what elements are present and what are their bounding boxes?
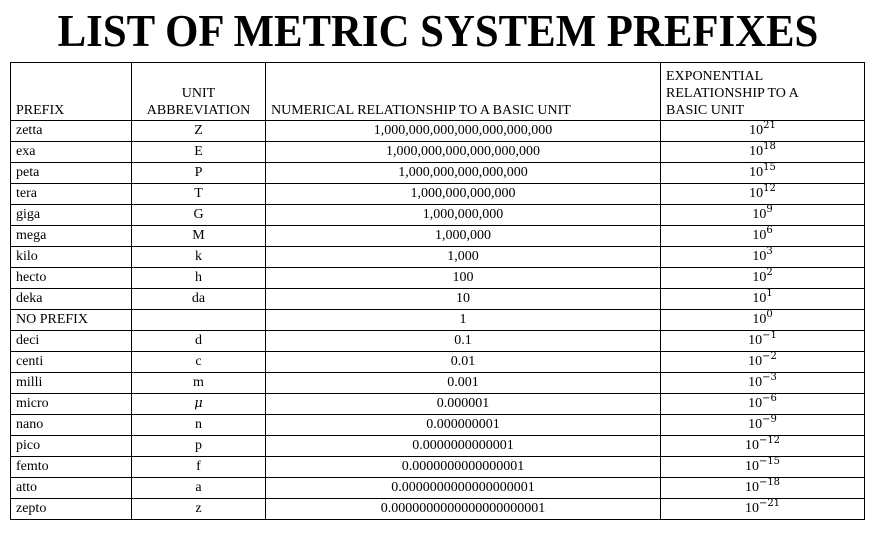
exponential-cell [661, 457, 865, 478]
header-numerical: NUMERICAL RELATIONSHIP TO A BASIC UNIT [266, 63, 661, 121]
exponent-base: 10 [752, 312, 767, 327]
table-row [11, 499, 865, 520]
exponent-power: 18 [763, 141, 776, 152]
exponent-power: 21 [763, 120, 776, 131]
header-unit-abbreviation-line2: ABBREVIATION [146, 103, 251, 118]
numerical-cell: 1,000,000,000,000,000,000,000 [266, 121, 661, 142]
prefix-cell: peta [11, 163, 132, 184]
prefix-cell: micro [11, 394, 132, 415]
numerical-cell: 0.0000000000000000000001 [266, 499, 661, 520]
exponent-base: 10 [744, 459, 759, 474]
exponent-base: 10 [752, 207, 767, 222]
header-exponential-line1: EXPONENTIAL [666, 69, 764, 84]
header-prefix: PREFIX [11, 63, 132, 121]
table-row [11, 310, 865, 331]
abbreviation-cell: T [132, 184, 266, 205]
exponent-base: 10 [749, 144, 764, 159]
header-unit-abbreviation [132, 63, 266, 121]
abbreviation-cell: p [132, 436, 266, 457]
numerical-cell: 1,000,000,000,000,000,000 [266, 142, 661, 163]
numerical-cell: 0.0000000000000001 [266, 457, 661, 478]
exponent-base: 10 [752, 249, 767, 264]
numerical-cell: 0.001 [266, 373, 661, 394]
exponent-base: 10 [749, 186, 764, 201]
exponent-power: −21 [758, 498, 781, 509]
exponent-base: 10 [748, 396, 763, 411]
exponent-base: 10 [748, 375, 763, 390]
prefix-cell: zepto [11, 499, 132, 520]
page-title: LIST OF METRIC SYSTEM PREFIXES [57, 5, 819, 56]
exponential-cell [661, 184, 865, 205]
prefix-cell: zetta [11, 121, 132, 142]
table-row [11, 121, 865, 142]
exponent-base: 10 [744, 501, 759, 516]
exponential-cell [661, 310, 865, 331]
exponent-power: 9 [766, 204, 773, 215]
table-row [11, 373, 865, 394]
prefix-cell: centi [11, 352, 132, 373]
header-row [11, 63, 865, 121]
table-row [11, 436, 865, 457]
exponent-power: 2 [766, 267, 773, 278]
table-row [11, 289, 865, 310]
abbreviation-cell: m [132, 373, 266, 394]
exponential-cell [661, 142, 865, 163]
table-row [11, 352, 865, 373]
prefix-cell: mega [11, 226, 132, 247]
abbreviation-cell: P [132, 163, 266, 184]
header-unit-abbreviation-line1: UNIT [181, 86, 216, 101]
exponent-base: 10 [752, 228, 767, 243]
abbreviation-cell: d [132, 331, 266, 352]
exponential-cell [661, 352, 865, 373]
table-body [11, 121, 865, 520]
table-row [11, 163, 865, 184]
exponential-cell [661, 373, 865, 394]
numerical-cell: 1,000,000,000,000,000 [266, 163, 661, 184]
exponent-power: 0 [766, 309, 773, 320]
prefix-cell: atto [11, 478, 132, 499]
exponential-cell [661, 268, 865, 289]
abbreviation-cell: f [132, 457, 266, 478]
table-row [11, 142, 865, 163]
numerical-cell: 0.01 [266, 352, 661, 373]
abbreviation-cell: Z [132, 121, 266, 142]
prefix-cell: nano [11, 415, 132, 436]
header-exponential [661, 63, 865, 121]
numerical-cell: 0.1 [266, 331, 661, 352]
table-row [11, 184, 865, 205]
exponent-base: 10 [748, 354, 763, 369]
exponential-cell [661, 436, 865, 457]
numerical-cell: 1,000,000,000 [266, 205, 661, 226]
abbreviation-cell: k [132, 247, 266, 268]
exponent-power: 3 [766, 246, 773, 257]
table-row [11, 457, 865, 478]
numerical-cell: 100 [266, 268, 661, 289]
prefix-cell: hecto [11, 268, 132, 289]
numerical-cell: 1,000,000 [266, 226, 661, 247]
exponent-base: 10 [752, 291, 767, 306]
abbreviation-cell: E [132, 142, 266, 163]
exponent-base: 10 [749, 165, 764, 180]
numerical-cell: 0.000001 [266, 394, 661, 415]
exponent-power: −1 [762, 330, 777, 341]
exponent-base: 10 [749, 123, 764, 138]
exponent-base: 10 [748, 417, 763, 432]
numerical-cell: 0.000000001 [266, 415, 661, 436]
exponent-power: 12 [763, 183, 776, 194]
exponential-cell [661, 226, 865, 247]
numerical-cell: 1,000,000,000,000 [266, 184, 661, 205]
exponent-power: 1 [766, 288, 773, 299]
prefix-table [10, 62, 865, 520]
prefix-cell: milli [11, 373, 132, 394]
exponential-cell [661, 247, 865, 268]
header-exponential-line2: RELATIONSHIP TO A [666, 86, 799, 101]
exponential-cell [661, 415, 865, 436]
exponent-base: 10 [744, 438, 759, 453]
table-row [11, 268, 865, 289]
numerical-cell: 1,000 [266, 247, 661, 268]
table-row [11, 205, 865, 226]
prefix-cell: kilo [11, 247, 132, 268]
exponential-cell [661, 331, 865, 352]
exponent-power: −9 [762, 414, 777, 425]
abbreviation-cell [132, 310, 266, 331]
exponent-power: −18 [758, 477, 781, 488]
prefix-cell: deka [11, 289, 132, 310]
table-row [11, 331, 865, 352]
header-exponential-line3: BASIC UNIT [666, 103, 745, 118]
exponent-power: 6 [766, 225, 773, 236]
numerical-cell: 0.0000000000001 [266, 436, 661, 457]
abbreviation-cell: n [132, 415, 266, 436]
prefix-cell: deci [11, 331, 132, 352]
prefix-cell: giga [11, 205, 132, 226]
abbreviation-cell: G [132, 205, 266, 226]
exponent-base: 10 [744, 480, 759, 495]
exponent-power: −12 [758, 435, 781, 446]
exponential-cell [661, 163, 865, 184]
numerical-cell: 0.0000000000000000001 [266, 478, 661, 499]
abbreviation-cell: a [132, 478, 266, 499]
exponential-cell [661, 499, 865, 520]
exponent-power: 15 [763, 162, 776, 173]
exponential-cell [661, 289, 865, 310]
numerical-cell: 1 [266, 310, 661, 331]
abbreviation-cell: h [132, 268, 266, 289]
exponent-power: −15 [758, 456, 781, 467]
prefix-cell: exa [11, 142, 132, 163]
exponent-power: −2 [762, 351, 777, 362]
table-row [11, 415, 865, 436]
abbreviation-cell: z [132, 499, 266, 520]
exponent-power: −3 [762, 372, 777, 383]
abbreviation-cell: μ [132, 394, 266, 415]
exponential-cell [661, 205, 865, 226]
exponent-base: 10 [752, 270, 767, 285]
numerical-cell: 10 [266, 289, 661, 310]
exponent-base: 10 [748, 333, 763, 348]
table-row [11, 226, 865, 247]
prefix-cell: pico [11, 436, 132, 457]
prefix-cell: femto [11, 457, 132, 478]
table-row [11, 247, 865, 268]
table-row [11, 478, 865, 499]
prefix-cell: tera [11, 184, 132, 205]
exponential-cell [661, 121, 865, 142]
abbreviation-cell: M [132, 226, 266, 247]
prefix-cell: NO PREFIX [11, 310, 132, 331]
abbreviation-cell: c [132, 352, 266, 373]
exponential-cell [661, 394, 865, 415]
table-row [11, 394, 865, 415]
abbreviation-cell: da [132, 289, 266, 310]
exponent-power: −6 [762, 393, 777, 404]
exponential-cell [661, 478, 865, 499]
